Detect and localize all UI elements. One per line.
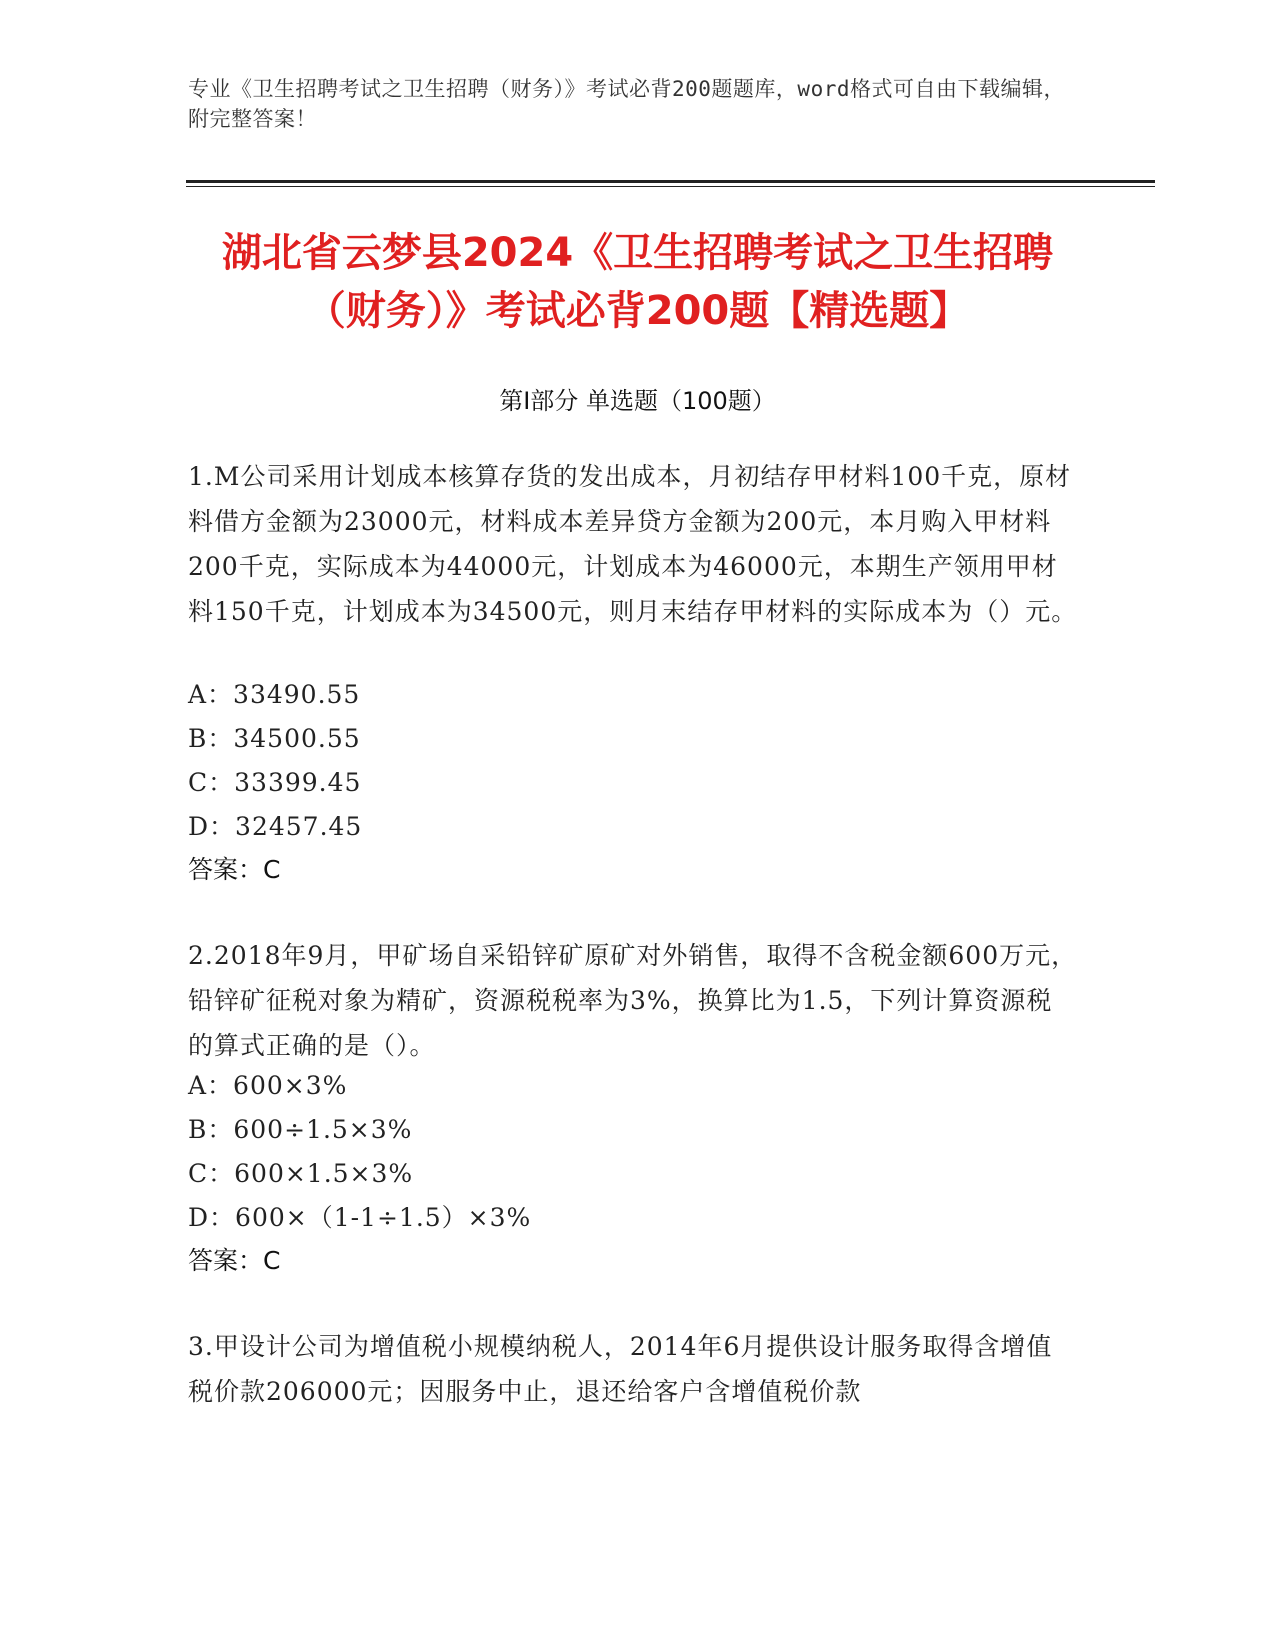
document-title: 湖北省云梦县2024《卫生招聘考试之卫生招聘（财务）》考试必背200题【精选题】 bbox=[221, 230, 1054, 334]
question-1-option-b: B：34500.55 bbox=[188, 724, 361, 753]
question-2-option-d: D：600×（1-1÷1.5）×3% bbox=[188, 1203, 532, 1232]
question-2-option-a: A：600×3% bbox=[188, 1071, 348, 1100]
question-3-text: 3.甲设计公司为增值税小规模纳税人，2014年6月提供设计服务取得含增值税价款206000元；因服务中止，退还给客户含增值税价款 bbox=[188, 1332, 1053, 1406]
header-note: 专业《卫生招聘考试之卫生招聘（财务）》考试必背200题题库，word格式可自由下载编辑，附完整答案！ bbox=[188, 77, 1065, 131]
question-1-text: 1.M公司采用计划成本核算存货的发出成本，月初结存甲材料100千克，原材料借方金额为23000元，材料成本差异贷方金额为200元，本月购入甲材料200千克，实际成本为44000元，计划成本为46000元，本期生产领用甲材料150千克，计划成本为34500元，则月末结存甲材料的实际成本为（）元。 bbox=[188, 462, 1078, 626]
question-1-option-a: A：33490.55 bbox=[188, 680, 361, 709]
section-title: 第Ⅰ部分 单选题（100题） bbox=[499, 387, 776, 415]
question-2-option-c: C：600×1.5×3% bbox=[188, 1159, 414, 1188]
question-1-option-d: D：32457.45 bbox=[188, 812, 363, 841]
question-2-option-b: B：600÷1.5×3% bbox=[188, 1115, 413, 1144]
question-1-option-c: C：33399.45 bbox=[188, 768, 362, 797]
header-divider-thick bbox=[186, 180, 1155, 183]
question-2-text: 2.2018年9月，甲矿场自采铅锌矿原矿对外销售，取得不含税金额600万元，铅锌矿征税对象为精矿，资源税税率为3%，换算比为1.5，下列计算资源税的算式正确的是（）。 bbox=[188, 941, 1078, 1060]
question-1-answer: 答案：C bbox=[188, 855, 281, 884]
header-divider-thin bbox=[186, 186, 1155, 187]
question-2-answer: 答案：C bbox=[188, 1246, 281, 1275]
